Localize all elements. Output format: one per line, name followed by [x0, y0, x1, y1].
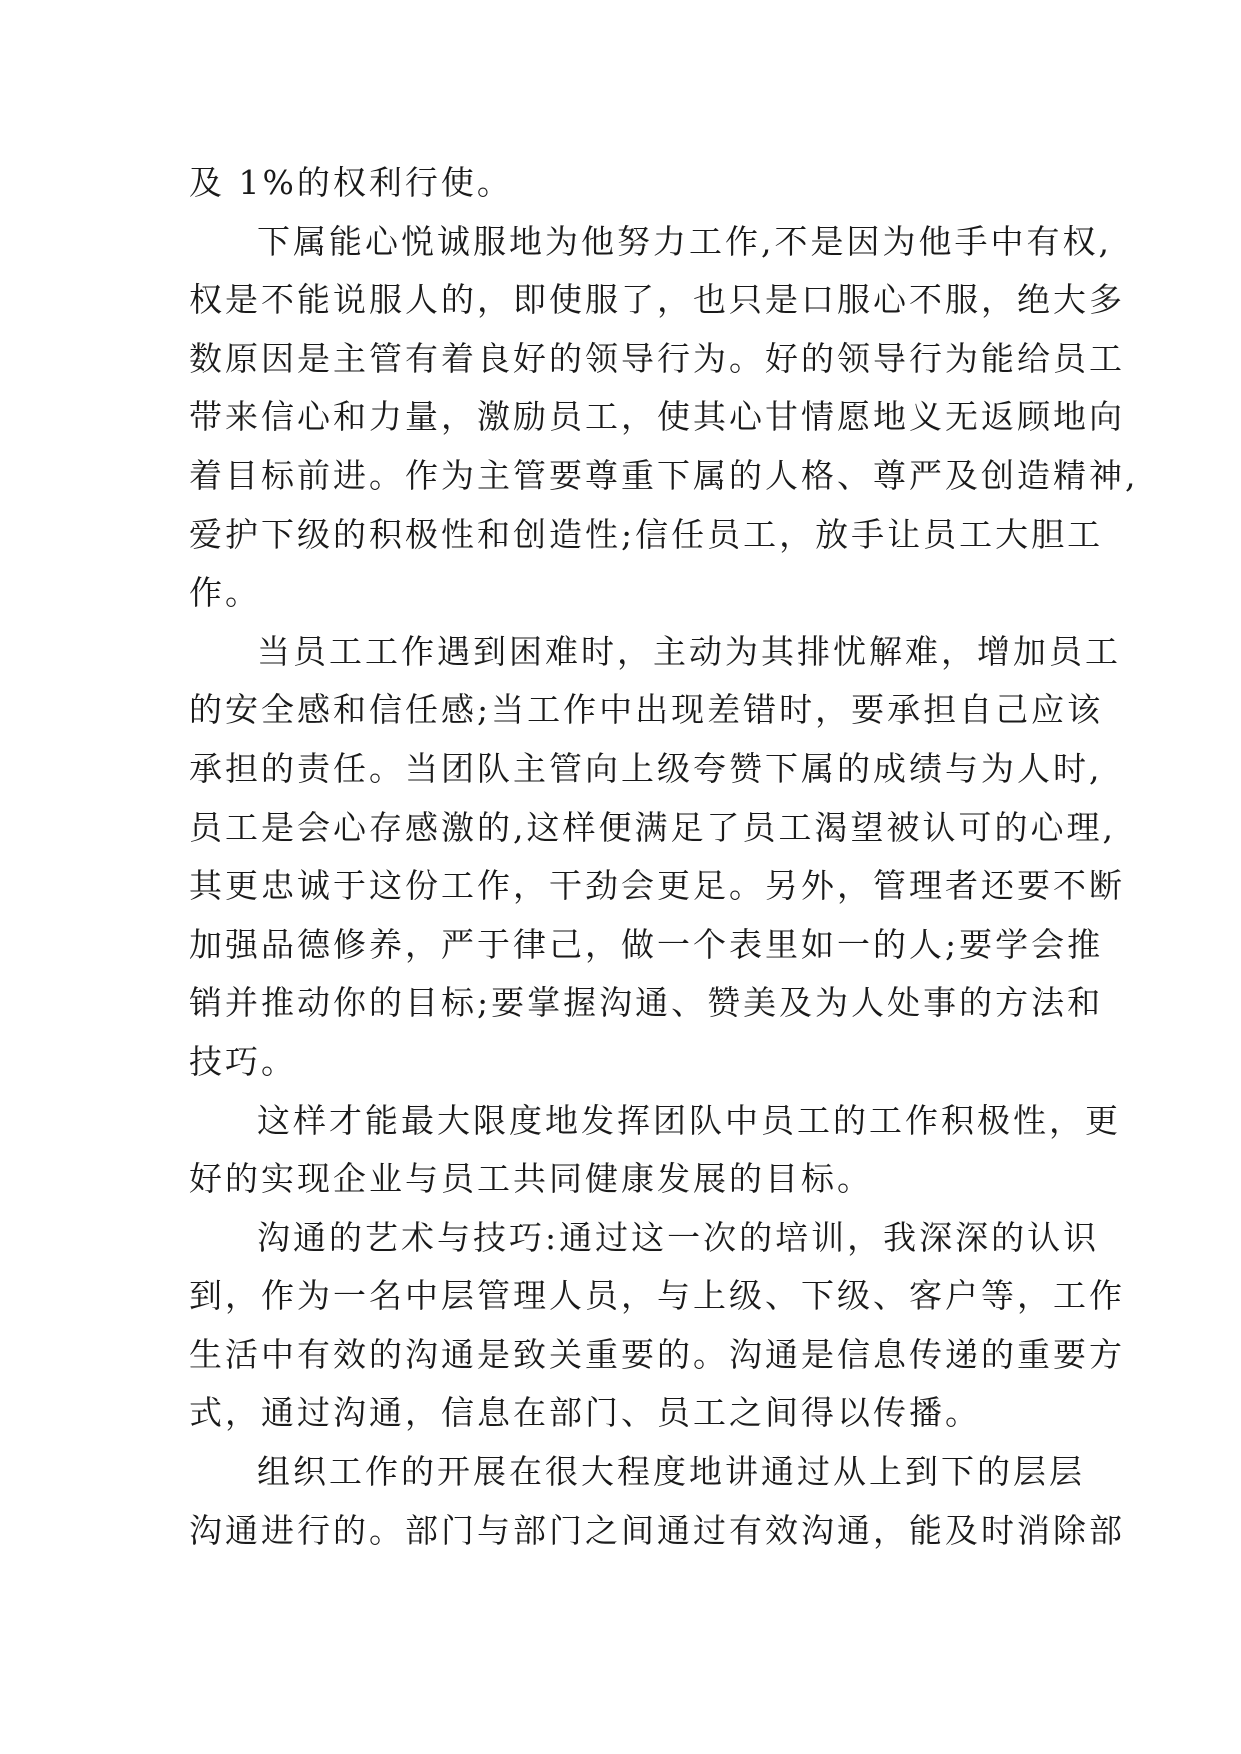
text-line: 的安全感和信任感;当工作中出现差错时，要承担自己应该	[189, 690, 1104, 730]
text-line: 式，通过沟通，信息在部门、员工之间得以传播。	[189, 1393, 981, 1433]
text-line: 沟通进行的。部门与部门之间通过有效沟通，能及时消除部	[189, 1510, 1125, 1550]
text-line: 到，作为一名中层管理人员，与上级、下级、客户等，工作	[189, 1276, 1125, 1316]
text-line: 生活中有效的沟通是致关重要的。沟通是信息传递的重要方	[189, 1334, 1125, 1374]
text-line: 权是不能说服人的，即使服了，也只是口服心不服，绝大多	[189, 280, 1125, 320]
text-line: 当员工工作遇到困难时，主动为其排忧解难，增加员工	[257, 631, 1121, 671]
text-line: 承担的责任。当团队主管向上级夸赞下属的成绩与为人时,	[189, 748, 1103, 788]
text-line: 爱护下级的积极性和创造性;信任员工，放手让员工大胆工	[189, 514, 1104, 554]
text-line: 其更忠诚于这份工作，干劲会更足。另外，管理者还要不断	[189, 866, 1125, 906]
text-line: 带来信心和力量，激励员工，使其心甘情愿地义无返顾地向	[189, 397, 1125, 437]
text-line: 着目标前进。作为主管要尊重下属的人格、尊严及创造精神,	[189, 455, 1139, 495]
text-line: 这样才能最大限度地发挥团队中员工的工作积极性，更	[257, 1100, 1121, 1140]
body-text	[189, 154, 1139, 1560]
text-line: 及 1%的权利行使。	[189, 163, 513, 202]
text-line: 下属能心悦诚服地为他努力工作,不是因为他手中有权,	[257, 221, 1112, 261]
text-line: 组织工作的开展在很大程度地讲通过从上到下的层层	[257, 1452, 1085, 1492]
text-line: 技巧。	[189, 1041, 297, 1081]
text-line: 销并推动你的目标;要掌握沟通、赞美及为人处事的方法和	[189, 983, 1104, 1023]
text-line: 好的实现企业与员工共同健康发展的目标。	[189, 1159, 873, 1199]
text-line: 加强品德修养，严于律己，做一个表里如一的人;要学会推	[189, 924, 1104, 964]
text-line: 数原因是主管有着良好的领导行为。好的领导行为能给员工	[189, 338, 1125, 378]
text-line: 作。	[189, 573, 261, 613]
text-line: 员工是会心存感激的,这样便满足了员工渴望被认可的心理,	[189, 807, 1116, 847]
text-line: 沟通的艺术与技巧:通过这一次的培训，我深深的认识	[257, 1217, 1100, 1257]
